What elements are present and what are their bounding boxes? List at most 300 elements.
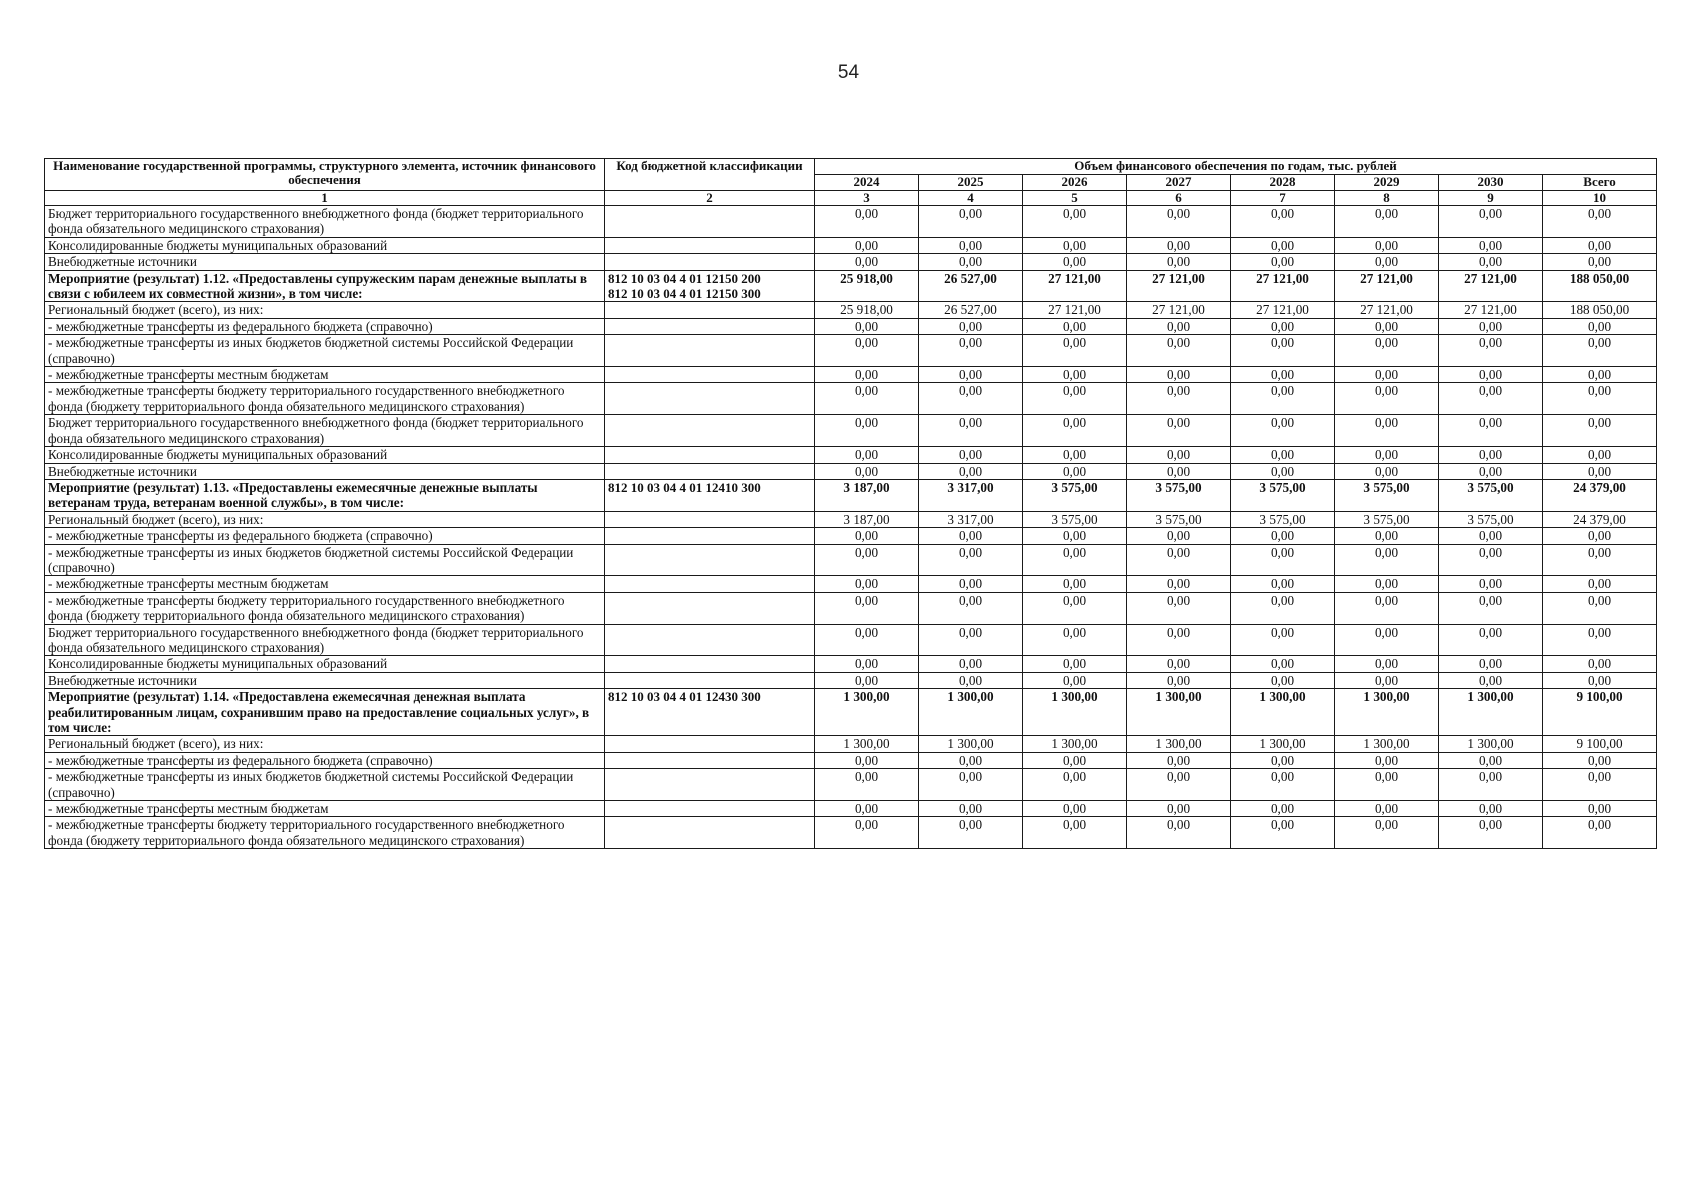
budget-code: 812 10 03 04 4 01 12150 200 812 10 03 04 4 01 12150 300 xyxy=(605,270,815,302)
value-2029: 0,00 xyxy=(1335,447,1439,463)
value-2028: 0,00 xyxy=(1231,254,1335,270)
value-2024: 25 918,00 xyxy=(815,302,919,318)
value-total: 0,00 xyxy=(1543,383,1657,415)
budget-code xyxy=(605,415,815,447)
value-2028: 0,00 xyxy=(1231,752,1335,768)
budget-code xyxy=(605,752,815,768)
value-2027: 0,00 xyxy=(1127,254,1231,270)
header-index: 3 xyxy=(815,191,919,206)
value-2026: 0,00 xyxy=(1023,335,1127,367)
table-row xyxy=(45,817,1657,849)
value-2029: 0,00 xyxy=(1335,769,1439,801)
value-2030: 0,00 xyxy=(1439,335,1543,367)
value-2029: 0,00 xyxy=(1335,752,1439,768)
table-row xyxy=(45,206,1657,238)
value-2029: 0,00 xyxy=(1335,528,1439,544)
value-2025: 0,00 xyxy=(919,335,1023,367)
budget-code xyxy=(605,544,815,576)
value-2026: 0,00 xyxy=(1023,624,1127,656)
value-2028: 0,00 xyxy=(1231,318,1335,334)
value-2027: 0,00 xyxy=(1127,656,1231,672)
measure-row xyxy=(45,689,1657,736)
table-row xyxy=(45,576,1657,592)
value-2024: 0,00 xyxy=(815,672,919,688)
row-name: - межбюджетные трансферты из федерального бюджета (справочно) xyxy=(45,752,605,768)
budget-code: 812 10 03 04 4 01 12430 300 xyxy=(605,689,815,736)
value-2026: 0,00 xyxy=(1023,672,1127,688)
value-2030: 0,00 xyxy=(1439,801,1543,817)
value-2026: 0,00 xyxy=(1023,463,1127,479)
value-2026: 0,00 xyxy=(1023,817,1127,849)
value-2029: 0,00 xyxy=(1335,672,1439,688)
value-2028: 0,00 xyxy=(1231,592,1335,624)
value-2025: 26 527,00 xyxy=(919,270,1023,302)
value-2026: 0,00 xyxy=(1023,769,1127,801)
header-index: 10 xyxy=(1543,191,1657,206)
value-2026: 0,00 xyxy=(1023,415,1127,447)
value-2025: 0,00 xyxy=(919,415,1023,447)
table-row xyxy=(45,511,1657,527)
budget-code xyxy=(605,576,815,592)
row-name: Мероприятие (результат) 1.14. «Предоставлена ежемесячная денежная выплата реабилитированным лицам, сохранившим право на предоставление социальных услуг», в том числе: xyxy=(45,689,605,736)
budget-code xyxy=(605,237,815,253)
table-row xyxy=(45,415,1657,447)
header-volume: Объем финансового обеспечения по годам, тыс. рублей xyxy=(815,159,1657,175)
value-2027: 0,00 xyxy=(1127,318,1231,334)
table-row xyxy=(45,318,1657,334)
value-2028: 0,00 xyxy=(1231,769,1335,801)
row-name: - межбюджетные трансферты бюджету территориального государственного внебюджетного фонда (бюджету территориального фонда обязательного медицинского страхования) xyxy=(45,592,605,624)
value-2029: 0,00 xyxy=(1335,592,1439,624)
table-row xyxy=(45,544,1657,576)
value-2025: 0,00 xyxy=(919,206,1023,238)
value-2030: 0,00 xyxy=(1439,817,1543,849)
value-2027: 0,00 xyxy=(1127,367,1231,383)
value-2030: 3 575,00 xyxy=(1439,479,1543,511)
row-name: - межбюджетные трансферты местным бюджетам xyxy=(45,576,605,592)
value-2028: 0,00 xyxy=(1231,817,1335,849)
value-2024: 0,00 xyxy=(815,415,919,447)
header-year: 2024 xyxy=(815,175,919,191)
value-2027: 0,00 xyxy=(1127,672,1231,688)
value-2024: 0,00 xyxy=(815,592,919,624)
value-2024: 25 918,00 xyxy=(815,270,919,302)
value-2028: 0,00 xyxy=(1231,367,1335,383)
value-2024: 1 300,00 xyxy=(815,689,919,736)
value-2025: 0,00 xyxy=(919,254,1023,270)
row-name: Консолидированные бюджеты муниципальных образований xyxy=(45,656,605,672)
row-name: Региональный бюджет (всего), из них: xyxy=(45,736,605,752)
row-name: Бюджет территориального государственного внебюджетного фонда (бюджет территориального фонда обязательного медицинского страхования) xyxy=(45,624,605,656)
table-row xyxy=(45,335,1657,367)
value-2024: 0,00 xyxy=(815,624,919,656)
value-2024: 0,00 xyxy=(815,463,919,479)
value-2029: 1 300,00 xyxy=(1335,689,1439,736)
value-2028: 0,00 xyxy=(1231,237,1335,253)
value-2025: 0,00 xyxy=(919,817,1023,849)
row-name: - межбюджетные трансферты из иных бюджетов бюджетной системы Российской Федерации (справочно) xyxy=(45,769,605,801)
table-row xyxy=(45,672,1657,688)
value-2030: 27 121,00 xyxy=(1439,302,1543,318)
budget-code xyxy=(605,817,815,849)
value-2028: 0,00 xyxy=(1231,463,1335,479)
value-2030: 0,00 xyxy=(1439,576,1543,592)
budget-code xyxy=(605,511,815,527)
value-total: 24 379,00 xyxy=(1543,479,1657,511)
value-2027: 0,00 xyxy=(1127,544,1231,576)
value-2029: 0,00 xyxy=(1335,801,1439,817)
value-2024: 0,00 xyxy=(815,254,919,270)
header-index: 8 xyxy=(1335,191,1439,206)
value-2026: 0,00 xyxy=(1023,318,1127,334)
header-year: 2025 xyxy=(919,175,1023,191)
value-2030: 0,00 xyxy=(1439,528,1543,544)
value-2027: 0,00 xyxy=(1127,624,1231,656)
value-total: 0,00 xyxy=(1543,528,1657,544)
value-2028: 0,00 xyxy=(1231,335,1335,367)
value-2030: 0,00 xyxy=(1439,624,1543,656)
row-name: - межбюджетные трансферты местным бюджетам xyxy=(45,801,605,817)
value-2026: 0,00 xyxy=(1023,447,1127,463)
table-row xyxy=(45,383,1657,415)
value-2030: 0,00 xyxy=(1439,463,1543,479)
value-2025: 0,00 xyxy=(919,447,1023,463)
value-2029: 0,00 xyxy=(1335,335,1439,367)
row-name: Консолидированные бюджеты муниципальных образований xyxy=(45,447,605,463)
table-row xyxy=(45,656,1657,672)
value-2024: 0,00 xyxy=(815,817,919,849)
value-2026: 0,00 xyxy=(1023,801,1127,817)
value-2028: 0,00 xyxy=(1231,544,1335,576)
value-2025: 3 317,00 xyxy=(919,479,1023,511)
value-2029: 0,00 xyxy=(1335,576,1439,592)
value-2026: 1 300,00 xyxy=(1023,736,1127,752)
value-2029: 0,00 xyxy=(1335,463,1439,479)
value-total: 0,00 xyxy=(1543,237,1657,253)
value-2027: 1 300,00 xyxy=(1127,736,1231,752)
table-row xyxy=(45,769,1657,801)
budget-code xyxy=(605,447,815,463)
budget-code xyxy=(605,383,815,415)
value-2025: 1 300,00 xyxy=(919,689,1023,736)
value-2027: 0,00 xyxy=(1127,383,1231,415)
value-2024: 0,00 xyxy=(815,237,919,253)
row-name: Бюджет территориального государственного внебюджетного фонда (бюджет территориального фонда обязательного медицинского страхования) xyxy=(45,415,605,447)
value-2028: 27 121,00 xyxy=(1231,270,1335,302)
table-row xyxy=(45,801,1657,817)
header-index: 1 xyxy=(45,191,605,206)
value-2027: 3 575,00 xyxy=(1127,511,1231,527)
value-2028: 0,00 xyxy=(1231,528,1335,544)
budget-code xyxy=(605,656,815,672)
value-2025: 0,00 xyxy=(919,801,1023,817)
value-2029: 0,00 xyxy=(1335,817,1439,849)
value-2024: 0,00 xyxy=(815,752,919,768)
value-2027: 0,00 xyxy=(1127,206,1231,238)
value-2025: 0,00 xyxy=(919,463,1023,479)
budget-code xyxy=(605,367,815,383)
value-2029: 27 121,00 xyxy=(1335,270,1439,302)
row-name: - межбюджетные трансферты из федерального бюджета (справочно) xyxy=(45,318,605,334)
value-2024: 0,00 xyxy=(815,383,919,415)
value-2027: 1 300,00 xyxy=(1127,689,1231,736)
value-2027: 0,00 xyxy=(1127,415,1231,447)
value-2030: 1 300,00 xyxy=(1439,736,1543,752)
value-2024: 0,00 xyxy=(815,335,919,367)
value-2024: 3 187,00 xyxy=(815,479,919,511)
value-2028: 0,00 xyxy=(1231,206,1335,238)
value-2024: 0,00 xyxy=(815,447,919,463)
value-2027: 0,00 xyxy=(1127,447,1231,463)
value-2029: 3 575,00 xyxy=(1335,511,1439,527)
row-name: - межбюджетные трансферты из федерального бюджета (справочно) xyxy=(45,528,605,544)
value-total: 24 379,00 xyxy=(1543,511,1657,527)
value-2029: 0,00 xyxy=(1335,656,1439,672)
value-2027: 0,00 xyxy=(1127,817,1231,849)
value-2028: 3 575,00 xyxy=(1231,511,1335,527)
value-2027: 0,00 xyxy=(1127,801,1231,817)
value-2026: 0,00 xyxy=(1023,254,1127,270)
value-total: 0,00 xyxy=(1543,624,1657,656)
value-2025: 0,00 xyxy=(919,318,1023,334)
row-name: Внебюджетные источники xyxy=(45,463,605,479)
measure-row xyxy=(45,479,1657,511)
header-year: 2028 xyxy=(1231,175,1335,191)
value-2026: 0,00 xyxy=(1023,367,1127,383)
financing-table xyxy=(44,158,1657,849)
value-total: 0,00 xyxy=(1543,415,1657,447)
value-total: 0,00 xyxy=(1543,801,1657,817)
value-total: 0,00 xyxy=(1543,656,1657,672)
value-2025: 0,00 xyxy=(919,528,1023,544)
value-2030: 0,00 xyxy=(1439,752,1543,768)
value-2030: 27 121,00 xyxy=(1439,270,1543,302)
value-2025: 0,00 xyxy=(919,544,1023,576)
value-2029: 0,00 xyxy=(1335,383,1439,415)
header-year: 2030 xyxy=(1439,175,1543,191)
value-2026: 0,00 xyxy=(1023,206,1127,238)
value-2027: 0,00 xyxy=(1127,463,1231,479)
value-total: 0,00 xyxy=(1543,576,1657,592)
value-2028: 0,00 xyxy=(1231,672,1335,688)
value-2030: 0,00 xyxy=(1439,318,1543,334)
header-year: 2029 xyxy=(1335,175,1439,191)
value-2027: 0,00 xyxy=(1127,237,1231,253)
value-total: 0,00 xyxy=(1543,592,1657,624)
value-total: 0,00 xyxy=(1543,447,1657,463)
row-name: Внебюджетные источники xyxy=(45,254,605,270)
header-code: Код бюджетной классификации xyxy=(605,159,815,191)
table-row xyxy=(45,237,1657,253)
value-2028: 0,00 xyxy=(1231,576,1335,592)
value-2026: 0,00 xyxy=(1023,528,1127,544)
value-2029: 27 121,00 xyxy=(1335,302,1439,318)
value-total: 9 100,00 xyxy=(1543,736,1657,752)
value-2024: 0,00 xyxy=(815,318,919,334)
value-2027: 0,00 xyxy=(1127,528,1231,544)
value-2024: 0,00 xyxy=(815,576,919,592)
value-2025: 0,00 xyxy=(919,383,1023,415)
header-index: 5 xyxy=(1023,191,1127,206)
budget-code xyxy=(605,254,815,270)
value-2024: 1 300,00 xyxy=(815,736,919,752)
value-2028: 27 121,00 xyxy=(1231,302,1335,318)
value-2029: 0,00 xyxy=(1335,415,1439,447)
row-name: Региональный бюджет (всего), из них: xyxy=(45,511,605,527)
value-2024: 0,00 xyxy=(815,801,919,817)
measure-row xyxy=(45,270,1657,302)
header-total: Всего xyxy=(1543,175,1657,191)
value-2027: 27 121,00 xyxy=(1127,270,1231,302)
value-2028: 1 300,00 xyxy=(1231,689,1335,736)
value-2025: 0,00 xyxy=(919,656,1023,672)
value-2025: 0,00 xyxy=(919,752,1023,768)
value-2027: 0,00 xyxy=(1127,576,1231,592)
value-total: 0,00 xyxy=(1543,817,1657,849)
value-2028: 0,00 xyxy=(1231,656,1335,672)
value-2026: 0,00 xyxy=(1023,592,1127,624)
table-row xyxy=(45,254,1657,270)
value-2027: 3 575,00 xyxy=(1127,479,1231,511)
value-2027: 0,00 xyxy=(1127,335,1231,367)
value-2026: 0,00 xyxy=(1023,544,1127,576)
value-2027: 27 121,00 xyxy=(1127,302,1231,318)
table-row xyxy=(45,592,1657,624)
row-name: Внебюджетные источники xyxy=(45,672,605,688)
table-row xyxy=(45,447,1657,463)
header-name: Наименование государственной программы, структурного элемента, источник финансового обеспечения xyxy=(45,159,605,191)
budget-code xyxy=(605,335,815,367)
value-2025: 0,00 xyxy=(919,672,1023,688)
table-row xyxy=(45,736,1657,752)
value-2024: 0,00 xyxy=(815,528,919,544)
value-2029: 0,00 xyxy=(1335,206,1439,238)
table-row xyxy=(45,367,1657,383)
value-total: 0,00 xyxy=(1543,752,1657,768)
value-2030: 0,00 xyxy=(1439,383,1543,415)
value-2025: 26 527,00 xyxy=(919,302,1023,318)
row-name: Региональный бюджет (всего), из них: xyxy=(45,302,605,318)
value-2024: 3 187,00 xyxy=(815,511,919,527)
value-2025: 0,00 xyxy=(919,367,1023,383)
value-2025: 0,00 xyxy=(919,576,1023,592)
value-2025: 0,00 xyxy=(919,237,1023,253)
header-index: 6 xyxy=(1127,191,1231,206)
value-2029: 0,00 xyxy=(1335,254,1439,270)
value-total: 0,00 xyxy=(1543,367,1657,383)
value-2029: 0,00 xyxy=(1335,624,1439,656)
budget-code xyxy=(605,528,815,544)
value-total: 0,00 xyxy=(1543,335,1657,367)
value-total: 9 100,00 xyxy=(1543,689,1657,736)
header-index: 2 xyxy=(605,191,815,206)
value-2024: 0,00 xyxy=(815,656,919,672)
value-2026: 27 121,00 xyxy=(1023,302,1127,318)
value-total: 188 050,00 xyxy=(1543,302,1657,318)
row-name: - межбюджетные трансферты из иных бюджетов бюджетной системы Российской Федерации (справочно) xyxy=(45,544,605,576)
value-2030: 0,00 xyxy=(1439,367,1543,383)
value-2026: 0,00 xyxy=(1023,752,1127,768)
value-2030: 0,00 xyxy=(1439,672,1543,688)
row-name: Мероприятие (результат) 1.12. «Предоставлены супружеским парам денежные выплаты в связи с юбилеем их совместной жизни», в том числе: xyxy=(45,270,605,302)
value-total: 0,00 xyxy=(1543,672,1657,688)
header-year: 2026 xyxy=(1023,175,1127,191)
budget-code xyxy=(605,769,815,801)
value-2025: 0,00 xyxy=(919,592,1023,624)
value-2024: 0,00 xyxy=(815,769,919,801)
value-2025: 0,00 xyxy=(919,769,1023,801)
table-row xyxy=(45,624,1657,656)
value-2024: 0,00 xyxy=(815,206,919,238)
value-2026: 3 575,00 xyxy=(1023,511,1127,527)
budget-code xyxy=(605,206,815,238)
value-2030: 0,00 xyxy=(1439,415,1543,447)
value-total: 0,00 xyxy=(1543,463,1657,479)
row-name: - межбюджетные трансферты из иных бюджетов бюджетной системы Российской Федерации (справочно) xyxy=(45,335,605,367)
budget-code xyxy=(605,302,815,318)
value-2027: 0,00 xyxy=(1127,592,1231,624)
value-2026: 1 300,00 xyxy=(1023,689,1127,736)
value-2026: 27 121,00 xyxy=(1023,270,1127,302)
budget-code: 812 10 03 04 4 01 12410 300 xyxy=(605,479,815,511)
value-total: 0,00 xyxy=(1543,254,1657,270)
value-2030: 0,00 xyxy=(1439,447,1543,463)
value-2029: 1 300,00 xyxy=(1335,736,1439,752)
header-index: 9 xyxy=(1439,191,1543,206)
row-name: Мероприятие (результат) 1.13. «Предоставлены ежемесячные денежные выплаты ветеранам труда, ветеранам военной службы», в том числе: xyxy=(45,479,605,511)
value-2028: 0,00 xyxy=(1231,624,1335,656)
budget-code xyxy=(605,463,815,479)
budget-code xyxy=(605,318,815,334)
value-2028: 0,00 xyxy=(1231,415,1335,447)
value-2028: 3 575,00 xyxy=(1231,479,1335,511)
page-number: 54 xyxy=(837,62,860,83)
row-name: Бюджет территориального государственного внебюджетного фонда (бюджет территориального фонда обязательного медицинского страхования) xyxy=(45,206,605,238)
table-row xyxy=(45,528,1657,544)
budget-code xyxy=(605,736,815,752)
value-2028: 1 300,00 xyxy=(1231,736,1335,752)
value-2026: 0,00 xyxy=(1023,576,1127,592)
value-2030: 0,00 xyxy=(1439,544,1543,576)
value-2030: 0,00 xyxy=(1439,769,1543,801)
value-2030: 0,00 xyxy=(1439,254,1543,270)
value-2028: 0,00 xyxy=(1231,801,1335,817)
value-2028: 0,00 xyxy=(1231,447,1335,463)
value-2027: 0,00 xyxy=(1127,752,1231,768)
value-2030: 1 300,00 xyxy=(1439,689,1543,736)
value-total: 188 050,00 xyxy=(1543,270,1657,302)
header-index: 4 xyxy=(919,191,1023,206)
value-2027: 0,00 xyxy=(1127,769,1231,801)
table-row xyxy=(45,463,1657,479)
value-2030: 0,00 xyxy=(1439,206,1543,238)
table-row xyxy=(45,302,1657,318)
row-name: Консолидированные бюджеты муниципальных образований xyxy=(45,237,605,253)
value-2030: 3 575,00 xyxy=(1439,511,1543,527)
row-name: - межбюджетные трансферты местным бюджетам xyxy=(45,367,605,383)
table-row xyxy=(45,752,1657,768)
budget-code xyxy=(605,624,815,656)
value-total: 0,00 xyxy=(1543,769,1657,801)
value-2030: 0,00 xyxy=(1439,592,1543,624)
value-total: 0,00 xyxy=(1543,544,1657,576)
value-total: 0,00 xyxy=(1543,206,1657,238)
value-2025: 3 317,00 xyxy=(919,511,1023,527)
value-2024: 0,00 xyxy=(815,544,919,576)
value-2028: 0,00 xyxy=(1231,383,1335,415)
header-year: 2027 xyxy=(1127,175,1231,191)
value-2030: 0,00 xyxy=(1439,237,1543,253)
